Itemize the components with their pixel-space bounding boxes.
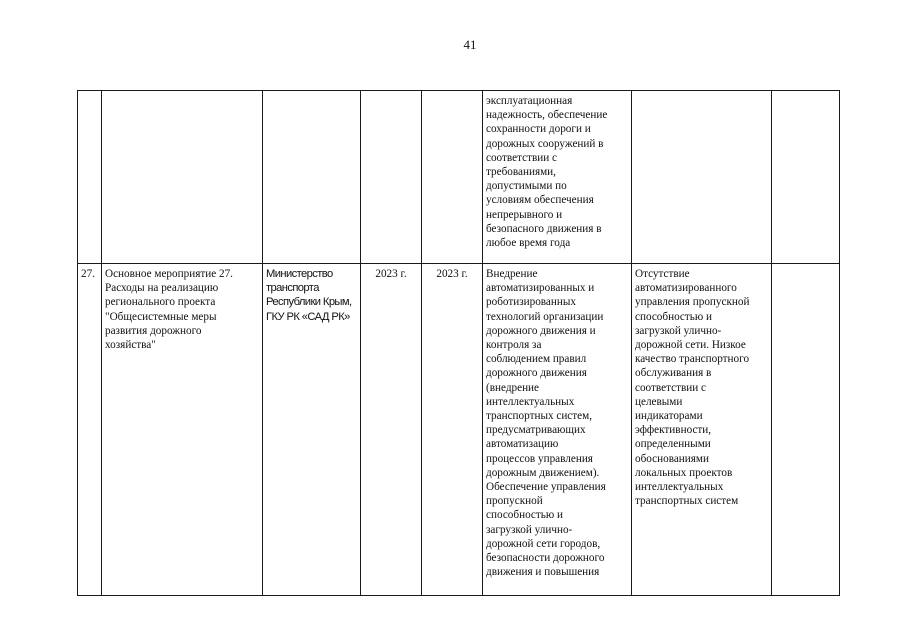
text-line: регионального проекта	[105, 296, 216, 309]
text-line: Республики Крым,	[266, 296, 352, 309]
text-line: безопасности дорожного	[486, 552, 605, 565]
cell-expected-result	[483, 264, 632, 596]
cell-indicator-link	[772, 91, 840, 264]
text-line: соответствии с	[486, 151, 557, 164]
text-line: дорожной сети городов,	[486, 537, 601, 550]
text-line: эксплуатационная	[486, 95, 573, 107]
text-line: допустимыми по	[486, 180, 567, 193]
text-line: предусматривающих	[486, 424, 586, 437]
text-line: загрузкой улично-	[486, 523, 573, 536]
text-line: интеллектуальных	[486, 395, 575, 408]
text-line: хозяйства"	[105, 339, 156, 352]
text-line: развития дорожного	[105, 324, 202, 337]
table-body	[78, 91, 840, 596]
cell-number	[78, 91, 102, 264]
text-line: обслуживания в	[635, 367, 712, 380]
cell-start-year: 2023 г.	[361, 264, 422, 596]
text-line: автоматизированных и	[486, 282, 595, 295]
cell-measure-name	[102, 91, 263, 264]
cell-expected-result	[483, 91, 632, 264]
text-line: интеллектуальных	[635, 481, 724, 494]
text-line: технологий организации	[486, 310, 604, 323]
text-line: Расходы на реализацию	[105, 282, 219, 295]
table-row	[78, 91, 840, 264]
text-line: определенными	[635, 438, 711, 451]
cell-start-year	[361, 91, 422, 264]
text-line: любое время года	[486, 237, 571, 250]
cell-measure-name	[102, 264, 263, 596]
text-line: движения и повышения	[486, 566, 600, 579]
text-line: процессов управления	[486, 452, 593, 465]
text-line: целевыми	[635, 395, 683, 408]
text-line: Внедрение	[486, 268, 538, 280]
text-line: дорожных сооружений в	[486, 137, 604, 150]
text-line: качество транспортного	[635, 353, 750, 366]
cell-executor	[263, 264, 361, 596]
text-line: условиям обеспечения	[486, 194, 594, 207]
text-line: пропускной	[486, 495, 543, 508]
text-line: соответствии с	[635, 381, 706, 394]
text-line: Основное мероприятие 27.	[105, 268, 233, 280]
measures-table	[77, 90, 840, 596]
table-row	[78, 264, 840, 596]
cell-indicator-link	[772, 264, 840, 596]
text-line: надежность, обеспечение	[486, 109, 608, 122]
text-line: обоснованиями	[635, 452, 709, 465]
cell-executor	[263, 91, 361, 264]
text-line: дорожной сети. Низкое	[635, 339, 746, 352]
cell-end-year	[422, 91, 483, 264]
text-line: сохранности дороги и	[486, 123, 591, 136]
text-line: Отсутствие	[635, 268, 690, 280]
text-line: загрузкой улично-	[635, 324, 722, 337]
text-line: транспорта	[266, 282, 319, 295]
cell-consequences	[632, 264, 772, 596]
text-line: дорожным движением).	[486, 466, 600, 479]
text-line: непрерывного и	[486, 208, 563, 221]
text-line: способностью и	[486, 509, 564, 522]
text-line: управления пропускной	[635, 296, 750, 309]
text-line: автоматизированного	[635, 282, 737, 295]
text-line: транспортных систем	[635, 495, 739, 508]
text-line: требованиями,	[486, 166, 556, 179]
cell-consequences	[632, 91, 772, 264]
text-line: (внедрение	[486, 381, 540, 394]
text-line: Министерство	[266, 268, 333, 280]
text-line: роботизированных	[486, 296, 576, 309]
text-line: дорожного движения	[486, 367, 587, 380]
text-line: Обеспечение управления	[486, 481, 606, 494]
text-line: "Общесистемные меры	[105, 310, 217, 323]
cell-end-year: 2023 г.	[422, 264, 483, 596]
text-line: способностью и	[635, 310, 713, 323]
text-line: дорожного движения и	[486, 324, 596, 337]
text-line: ГКУ РК «САД РК»	[266, 310, 350, 323]
text-line: локальных проектов	[635, 466, 733, 479]
text-line: транспортных систем,	[486, 410, 592, 423]
text-line: автоматизацию	[486, 438, 559, 451]
text-line: соблюдением правил	[486, 353, 587, 366]
page-number: 41	[463, 37, 477, 52]
cell-number: 27.	[78, 264, 102, 596]
text-line: контроля за	[486, 339, 542, 352]
text-line: эффективности,	[635, 424, 712, 437]
text-line: безопасного движения в	[486, 222, 602, 235]
text-line: индикаторами	[635, 410, 703, 423]
